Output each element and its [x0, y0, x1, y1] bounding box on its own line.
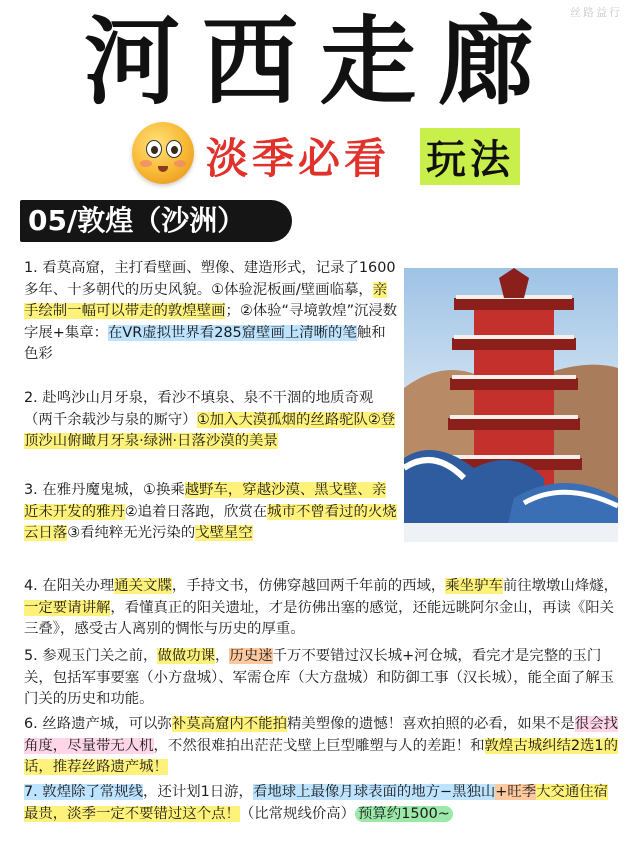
item5-text-a: 5. 参观玉门关之前，	[24, 648, 158, 664]
item1-highlight-d: 在VR虚拟世界看285窟壁画上清晰的笔	[108, 324, 357, 341]
page-title: 河西走廊	[84, 5, 556, 118]
list-item	[24, 576, 620, 641]
item5-highlight-b: 做做功课	[157, 648, 216, 664]
watermark: 丝路益行	[570, 6, 622, 19]
item3-text-c: ②追着日落跑，欣赏在	[124, 503, 268, 520]
item6-text-c: 精美塑像的遗憾！喜欢拍照的必看，如果不是	[286, 716, 575, 732]
item7-highlight-a: 7. 敦煌除了常规线	[24, 784, 144, 800]
item4-text-c: ，手持文书，仿佛穿越回两千年前的西域，	[171, 578, 446, 594]
item2-highlight-b: ①加入大漠孤烟的丝路驼队②登顶沙山俯瞰月牙泉·绿洲·日落沙漠的美景	[24, 411, 396, 450]
list-item	[24, 480, 398, 545]
item7-highlight-c: 看地球上最像月球表面的地方−黑独山	[252, 784, 496, 800]
list-item	[24, 714, 620, 779]
item6-highlight-d: 很会找角度，尽量带无人机	[24, 716, 618, 754]
item7-highlight-e: 大交通住宿最贵，淡季一定不要错过这个点！	[24, 784, 609, 822]
item1-highlight-b: 亲手绘制一幅可以带走的敦煌壁画	[24, 281, 388, 320]
item3-highlight-d: 城市不曾看过的火烧云日落	[24, 503, 397, 542]
item7-budget-badge: 预算约1500~	[355, 806, 453, 822]
subtitle-row	[0, 120, 640, 184]
item7-text-b: ，还计划1日游，	[143, 784, 253, 800]
item4-highlight-f: 一定要请讲解	[24, 599, 111, 616]
item6-highlight-f: 敦煌古城纠结2选1的话，推荐丝路遗产城！	[24, 737, 618, 776]
item7-highlight-d: +旺季	[495, 784, 537, 800]
item4-highlight-d: 乘坐驴车	[445, 578, 503, 594]
smiling-face-icon	[132, 122, 194, 184]
item3-text-e: ③看纯粹无光污染的	[67, 525, 196, 542]
section-heading: 05/敦煌（沙洲）	[20, 200, 292, 242]
item1-text-e: 触和色彩	[24, 324, 386, 363]
item4-highlight-b: 通关文牒	[114, 578, 172, 594]
item2-text-a: 2. 赴鸣沙山月牙泉，看沙不填泉、泉不干涸的地质奇观（两千余载沙与泉的厮守）	[24, 390, 374, 428]
item3-text-a: 3. 在雅丹魔鬼城，①换乘	[24, 482, 185, 498]
item5-highlight-d: 历史迷	[229, 648, 273, 664]
item6-text-a: 6. 丝路遗产城，可以弥	[24, 716, 172, 732]
list-item	[24, 388, 398, 453]
item6-text-e: ，不然很难拍出茫茫戈壁上巨型雕塑与人的差距！和	[153, 737, 485, 754]
subtitle-play: 玩法	[420, 128, 520, 185]
item7-text-f: （比常规线价高）	[239, 805, 356, 822]
subtitle-offseason: 淡季必看	[206, 134, 391, 183]
list-item	[24, 782, 620, 825]
item3-highlight-b: 越野车，穿越沙漠、黑戈壁、亲近未开发的雅丹	[24, 482, 387, 520]
item5-text-c: ，	[215, 648, 230, 664]
item4-text-g: ，看懂真正的阳关遗址，才是彷佛出塞的感觉，还能远眺阿尔金山，再读《阳关三叠》，感受古人离别的惆怅与历史的厚重。	[24, 599, 615, 638]
item6-highlight-b: 补莫高窟内不能拍	[171, 716, 287, 732]
item5-text-e: 千万不要错过汉长城+河仓城，看完才是完整的玉门关，包括军事要塞（小方盘城）、军需仓库（大方盘城）和防御工事（汉长城），能全面了解玉门关的历史和功能。	[24, 648, 615, 708]
item1-text-c: ；②体验“寻境敦煌”沉浸数字展+集章：	[24, 303, 398, 341]
item1-text-a: 1. 看莫高窟，主打看壁画、塑像、建造形式，记录了1600多年、十多朝代的历史风貌。①体验泥板画/壁画临摹，	[24, 260, 396, 298]
list-item	[24, 646, 620, 711]
item3-highlight-f: 戈壁星空	[195, 525, 253, 542]
item4-text-a: 4. 在阳关办理	[24, 578, 115, 594]
mogao-caves-photo	[404, 268, 618, 542]
item4-text-e: 前往墩墩山烽燧，	[502, 578, 618, 594]
list-item	[24, 258, 398, 366]
